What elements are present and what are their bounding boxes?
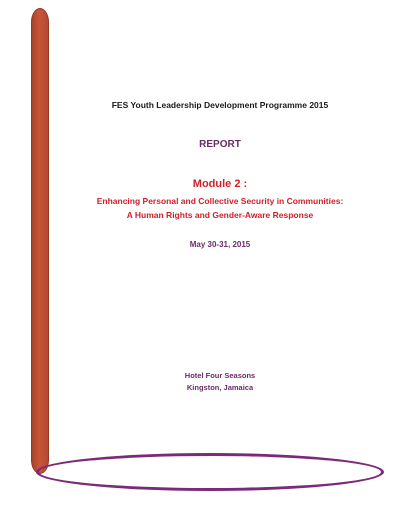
venue-name: Hotel Four Seasons: [184, 371, 256, 380]
decorative-ellipse: [36, 453, 384, 491]
report-label: REPORT: [199, 139, 241, 150]
event-dates: May 30-31, 2015: [189, 240, 251, 249]
venue-city: Kingston, Jamaica: [186, 383, 254, 392]
module-title-line-2: A Human Rights and Gender-Aware Response: [126, 210, 314, 220]
programme-title: FES Youth Leadership Development Programme 2015: [111, 100, 329, 110]
module-label: Module 2 :: [192, 178, 248, 190]
module-title-line-1: Enhancing Personal and Collective Security in Communities:: [96, 196, 344, 206]
decorative-side-bar: [31, 8, 49, 474]
